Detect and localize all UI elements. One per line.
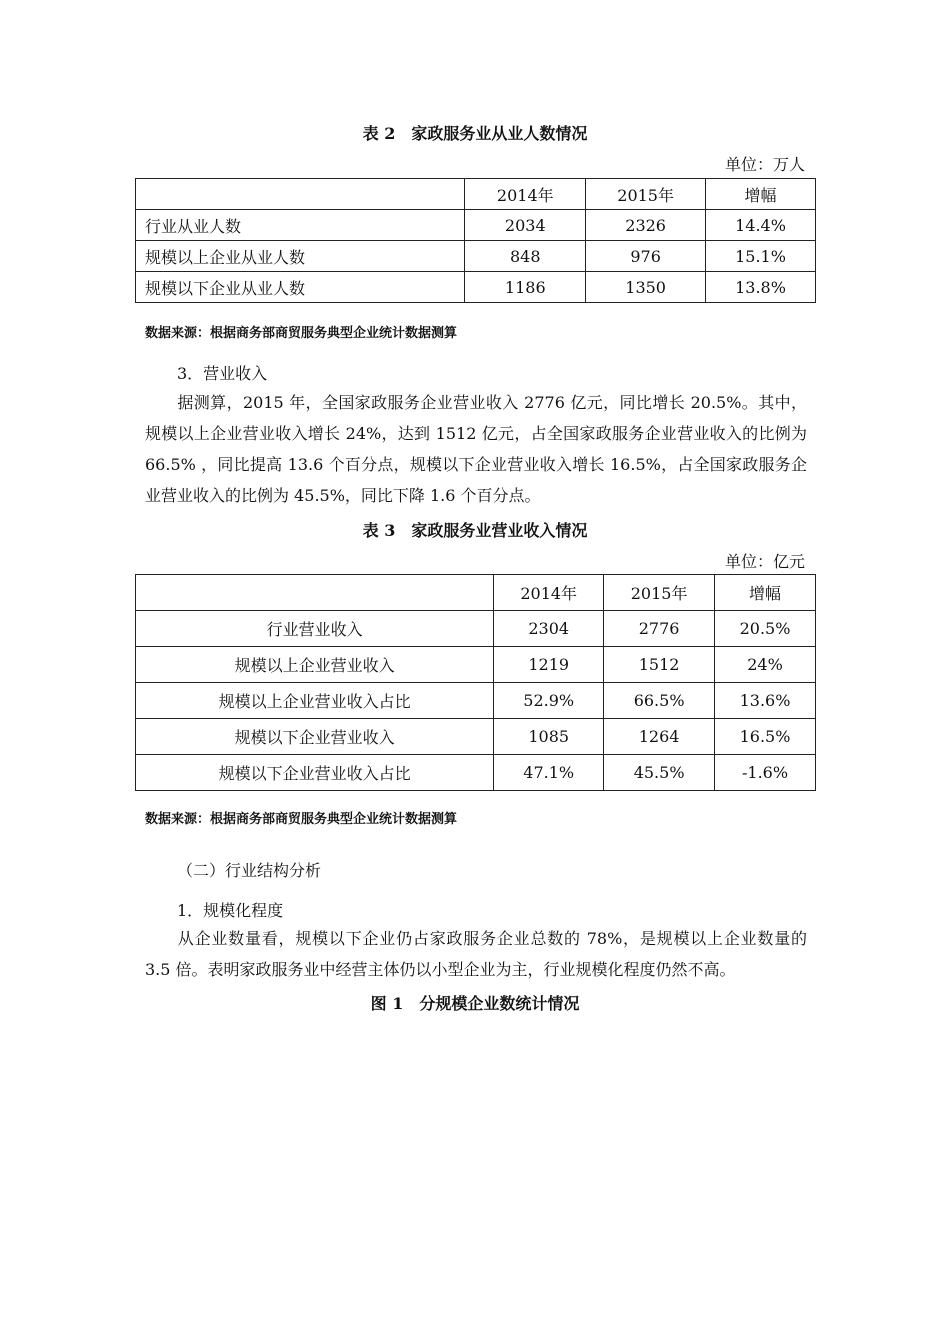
- section3-heading: 3．营业收入: [177, 364, 268, 383]
- cell-2014: 1219: [494, 647, 604, 683]
- table3-source: 数据来源：根据商务部商贸服务典型企业统计数据测算: [145, 812, 458, 827]
- cell-2014: 1186: [465, 272, 586, 303]
- structure-paragraph-text: 从企业数量看，规模以下企业仍占家政服务企业总数的 78%，是规模以上企业数量的 3.5 倍。表明家政服务业中经营主体仍以小型企业为主，行业规模化程度仍然不高。: [145, 929, 807, 979]
- cell-growth: 15.1%: [706, 241, 816, 272]
- table-header-row: [136, 179, 816, 210]
- cell-2015: 66.5%: [604, 683, 715, 719]
- cell-growth: 20.5%: [715, 611, 816, 647]
- cell-growth: -1.6%: [715, 755, 816, 791]
- cell-growth: 14.4%: [706, 210, 816, 241]
- table2: [135, 178, 816, 303]
- header-cell: 2015年: [586, 179, 706, 210]
- cell-2015: 1512: [604, 647, 715, 683]
- section3-paragraph: [145, 387, 807, 511]
- table-row: [136, 272, 816, 303]
- cell-2015: 45.5%: [604, 755, 715, 791]
- table-row: [136, 647, 816, 683]
- table2-caption: 表 2 家政服务业从业人数情况: [362, 124, 588, 143]
- row-label: 行业营业收入: [136, 611, 494, 647]
- table-row: [136, 611, 816, 647]
- cell-2014: 1085: [494, 719, 604, 755]
- table-row: [136, 210, 816, 241]
- row-label: 规模以下企业营业收入占比: [136, 755, 494, 791]
- table2-source: 数据来源：根据商务部商贸服务典型企业统计数据测算: [145, 326, 458, 341]
- header-cell: 增幅: [715, 575, 816, 611]
- header-cell: 2014年: [465, 179, 586, 210]
- cell-2014: 2034: [465, 210, 586, 241]
- table-row: [136, 683, 816, 719]
- cell-growth: 13.8%: [706, 272, 816, 303]
- cell-2015: 1264: [604, 719, 715, 755]
- row-label: 规模以下企业从业人数: [136, 272, 465, 303]
- table2-unit: 单位：万人: [724, 155, 805, 174]
- header-cell: 2014年: [494, 575, 604, 611]
- header-cell: 2015年: [604, 575, 715, 611]
- cell-2015: 2776: [604, 611, 715, 647]
- table-row: [136, 755, 816, 791]
- table-row: [136, 241, 816, 272]
- table-row: [136, 719, 816, 755]
- table-header-row: [136, 575, 816, 611]
- table3-unit: 单位：亿元: [724, 552, 805, 571]
- row-label: 行业从业人数: [136, 210, 465, 241]
- section3-paragraph-text: 据测算，2015 年，全国家政服务企业营业收入 2776 亿元，同比增长 20.5%。其中，规模以上企业营业收入增长 24%，达到 1512 亿元，占全国家政服务企业营业收入的比例为 66.5% ，同比提高 13.6 个百分点，规模以下企业营业收入增长 16.5%，占全国家政服务企业营业收入的比例为 45.5%，同比下降 1.6 个百分点。: [145, 393, 807, 505]
- cell-2014: 848: [465, 241, 586, 272]
- figure1-caption: 图 1 分规模企业数统计情况: [370, 994, 580, 1013]
- row-label: 规模以上企业营业收入: [136, 647, 494, 683]
- cell-2014: 47.1%: [494, 755, 604, 791]
- cell-2015: 976: [586, 241, 706, 272]
- cell-growth: 24%: [715, 647, 816, 683]
- structure-heading: （二）行业结构分析: [177, 861, 322, 880]
- cell-2015: 2326: [586, 210, 706, 241]
- cell-2014: 2304: [494, 611, 604, 647]
- row-label: 规模以上企业营业收入占比: [136, 683, 494, 719]
- cell-2014: 52.9%: [494, 683, 604, 719]
- header-cell: [136, 179, 465, 210]
- table3-caption: 表 3 家政服务业营业收入情况: [362, 521, 588, 540]
- row-label: 规模以下企业营业收入: [136, 719, 494, 755]
- structure-paragraph: [145, 923, 807, 985]
- cell-growth: 16.5%: [715, 719, 816, 755]
- table3: [135, 574, 816, 791]
- header-cell: [136, 575, 494, 611]
- cell-growth: 13.6%: [715, 683, 816, 719]
- row-label: 规模以上企业从业人数: [136, 241, 465, 272]
- structure-subheading: 1．规模化程度: [177, 901, 284, 920]
- cell-2015: 1350: [586, 272, 706, 303]
- header-cell: 增幅: [706, 179, 816, 210]
